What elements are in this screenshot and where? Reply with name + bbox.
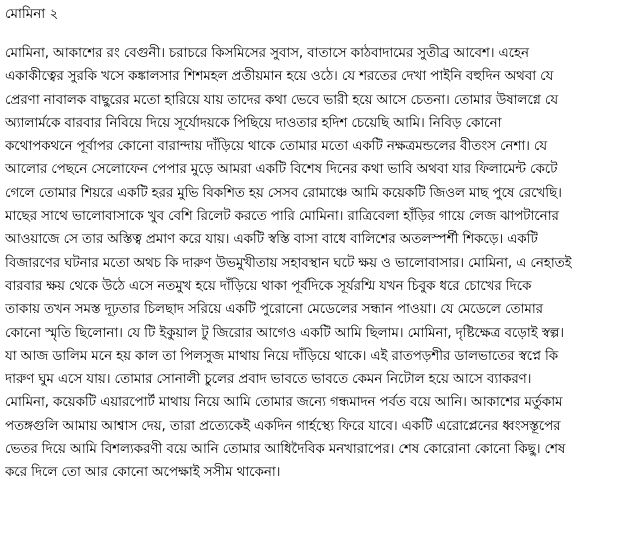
text-line: ভেতর দিয়ে আমি বিশল্যকরণী বয়ে আনি তোমার আধিদৈবিক মনখারাপের। শেষ কোরোনা কোনো কিছু। শেষ: [5, 441, 566, 458]
text-line: গেলে তোমার শিয়রে একটি হরর মুভি বিকশিত হয় সেসব রোমাঞ্চে আমি কয়েকটি জিওল মাছ পুষে রেখেছি।: [5, 184, 562, 201]
document-body: [5, 42, 619, 485]
text-line: মাছের সাথে ভালোবাসাকে খুব বেশি রিলেট করতে পারি মোমিনা। রাত্রিবেলা হাঁড়ির গায়ে লেজ ঝাপটানোর: [5, 208, 559, 225]
text-line: পতঙ্গগুলি আমায় আশ্বাস দেয়, তারা প্রত্যেকেই একদিন গার্হস্থ্যে ফিরে যাবে। একটি এরোপ্লেনের ধ্বংসস্তূপের: [5, 417, 561, 434]
text-line: মোমিনা, কয়েকটি এয়ারপোর্ট মাথায় নিয়ে আমি তোমার জন্যে গন্ধমাদন পর্বত বয়ে আনি। আকাশের মর্তুকাম: [5, 394, 563, 411]
text-line: দারুণ ঘুম এসে যায়। তোমার সোনালী চুলের প্রবাদ ভাবতে ভাবতে কেমন নিটোল হয়ে আসে ব্যাকরণ।: [5, 371, 532, 388]
text-line: কথোপকথনে পূর্বাপর কোনো বারান্দায় দাঁড়িয়ে থাকে তোমার মতো একটি নক্ষত্রমন্ডলের বীতংস নেশা। যে: [5, 138, 548, 155]
text-line: প্রেরণা নাবালক বাছুরের মতো হারিয়ে যায় তাদের কথা ভেবে ভারী হয়ে আসে চেতনা। তোমার উষালগ্নে যে: [5, 91, 558, 108]
text-line: বারবার ক্ষয় থেকে উঠে এসে নতমুখ হয়ে দাঁড়িয়ে থাকা পূর্বদিকে সূর্যরশ্মি যখন চিবুক ধরে চোখের দিকে: [5, 277, 532, 294]
text-line: একাকীত্বের সুরকি খসে কঙ্কালসার শিশমহল প্রতীয়মান হয়ে ওঠে। যে শরতের দেখা পাইনি বহুদিন অথবা যে: [5, 68, 554, 85]
text-line: বিজারণের ঘটনার মতো অথচ কি দারুণ উভমুখীতায় সহাবস্থান ঘটে ক্ষয় ও ভালোবাসার। মোমিনা, এ নেহাতই: [5, 254, 572, 271]
text-line: মোমিনা, আকাশের রং বেগুনী। চরাচরে কিসমিসের সুবাস, বাতাসে কাঠবাদামের সুতীব্র আবেশ। এহেন: [5, 45, 529, 61]
text-line: কোনো স্মৃতি ছিলোনা। যে টি ইকুয়াল টু জিরোর আগেও একটি আমি ছিলাম। মোমিনা, দৃষ্টিক্ষেত্র বড়োই স্বল্প।: [5, 324, 564, 341]
text-line: আলোর পেছনে সেলোফেন পেপার মুড়ে আমরা একটি বিশেষ দিনের কথা ভাবি অথবা যার ফিলামেন্ট কেটে: [5, 161, 558, 178]
text-line: যা আজ ডালিম মনে হয় কাল তা পিলসুজ মাথায় নিয়ে দাঁড়িয়ে থাকে। এই রাতপড়শীর ডালভাতের স্বপ্নে কি: [5, 347, 559, 364]
document-title: মোমিনা ২: [5, 6, 59, 22]
text-line: করে দিলে তো আর কোনো অপেক্ষাই সসীম থাকেনা।: [5, 464, 281, 481]
text-line: আওয়াজে সে তার অস্তিত্ব প্রমাণ করে যায়। একটি স্বস্তি বাসা বাধে বালিশের অতলস্পর্শী শিকড়ে। একটি: [5, 231, 538, 248]
text-line: তাকায় তখন সমস্ত দূঢ়তার চিলছাদ সরিয়ে একটি পুরোনো মেডেলের সন্ধান পাওয়া। যে মেডেলে তোমার: [5, 301, 543, 318]
text-line: অ্যালার্মকে বারবার নিবিয়ে দিয়ে সূর্যোদয়কে পিছিয়ে দাওতার হদিশ চেয়েছি আমি। নিবিড় কোনো: [5, 114, 502, 131]
